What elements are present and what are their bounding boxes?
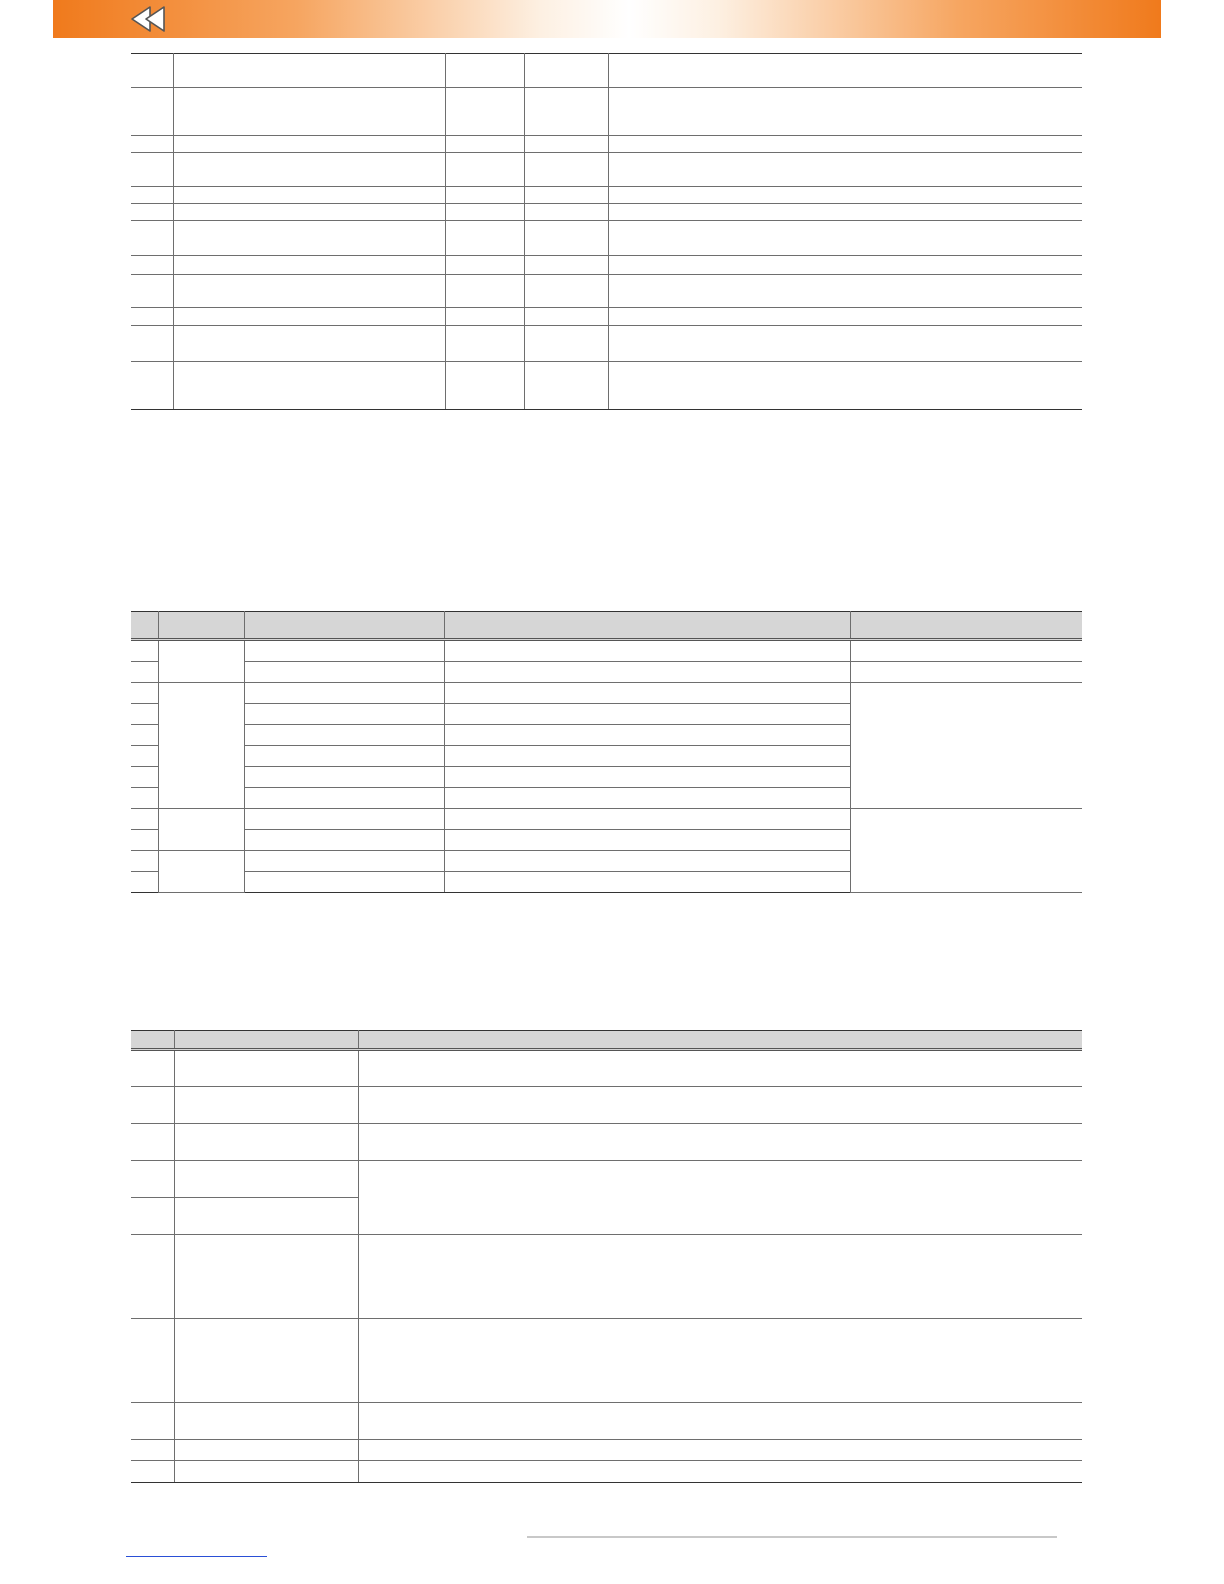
column-header	[158, 612, 244, 640]
spec-table-3	[131, 1030, 1082, 1483]
table-header-row	[131, 612, 1082, 640]
table-row	[131, 153, 1082, 187]
table-row	[131, 1124, 1082, 1161]
table-header-row	[131, 1031, 1082, 1050]
table-row	[131, 275, 1082, 308]
table-row	[131, 136, 1082, 153]
table-row	[131, 1161, 1082, 1198]
column-header	[131, 612, 158, 640]
table-row	[131, 54, 1082, 88]
table-row	[131, 1050, 1082, 1087]
column-header	[131, 1031, 174, 1050]
column-header	[444, 612, 850, 640]
table-row	[131, 662, 1082, 683]
spec-table-2	[131, 611, 1082, 893]
table-row	[131, 1403, 1082, 1440]
table-row	[131, 88, 1082, 136]
footer-divider	[527, 1536, 1057, 1538]
table-row	[131, 1235, 1082, 1319]
table-row	[131, 1319, 1082, 1403]
table-row	[131, 308, 1082, 326]
double-left-arrow-icon	[128, 5, 168, 33]
table-row	[131, 362, 1082, 410]
table-row	[131, 204, 1082, 221]
footer-link[interactable]	[126, 1556, 267, 1557]
column-header	[244, 612, 444, 640]
table-row	[131, 809, 1082, 830]
column-header	[358, 1031, 1082, 1050]
column-header	[174, 1031, 358, 1050]
table-row	[131, 187, 1082, 204]
table-row	[131, 221, 1082, 256]
column-header	[850, 612, 1082, 640]
back-button[interactable]	[128, 5, 168, 33]
header-banner	[53, 0, 1161, 38]
table-row	[131, 326, 1082, 362]
table-row	[131, 1440, 1082, 1461]
table-row	[131, 256, 1082, 275]
table-row	[131, 1087, 1082, 1124]
table-row	[131, 640, 1082, 662]
spec-table-1	[131, 53, 1082, 410]
table-row	[131, 683, 1082, 704]
table-row	[131, 1461, 1082, 1483]
